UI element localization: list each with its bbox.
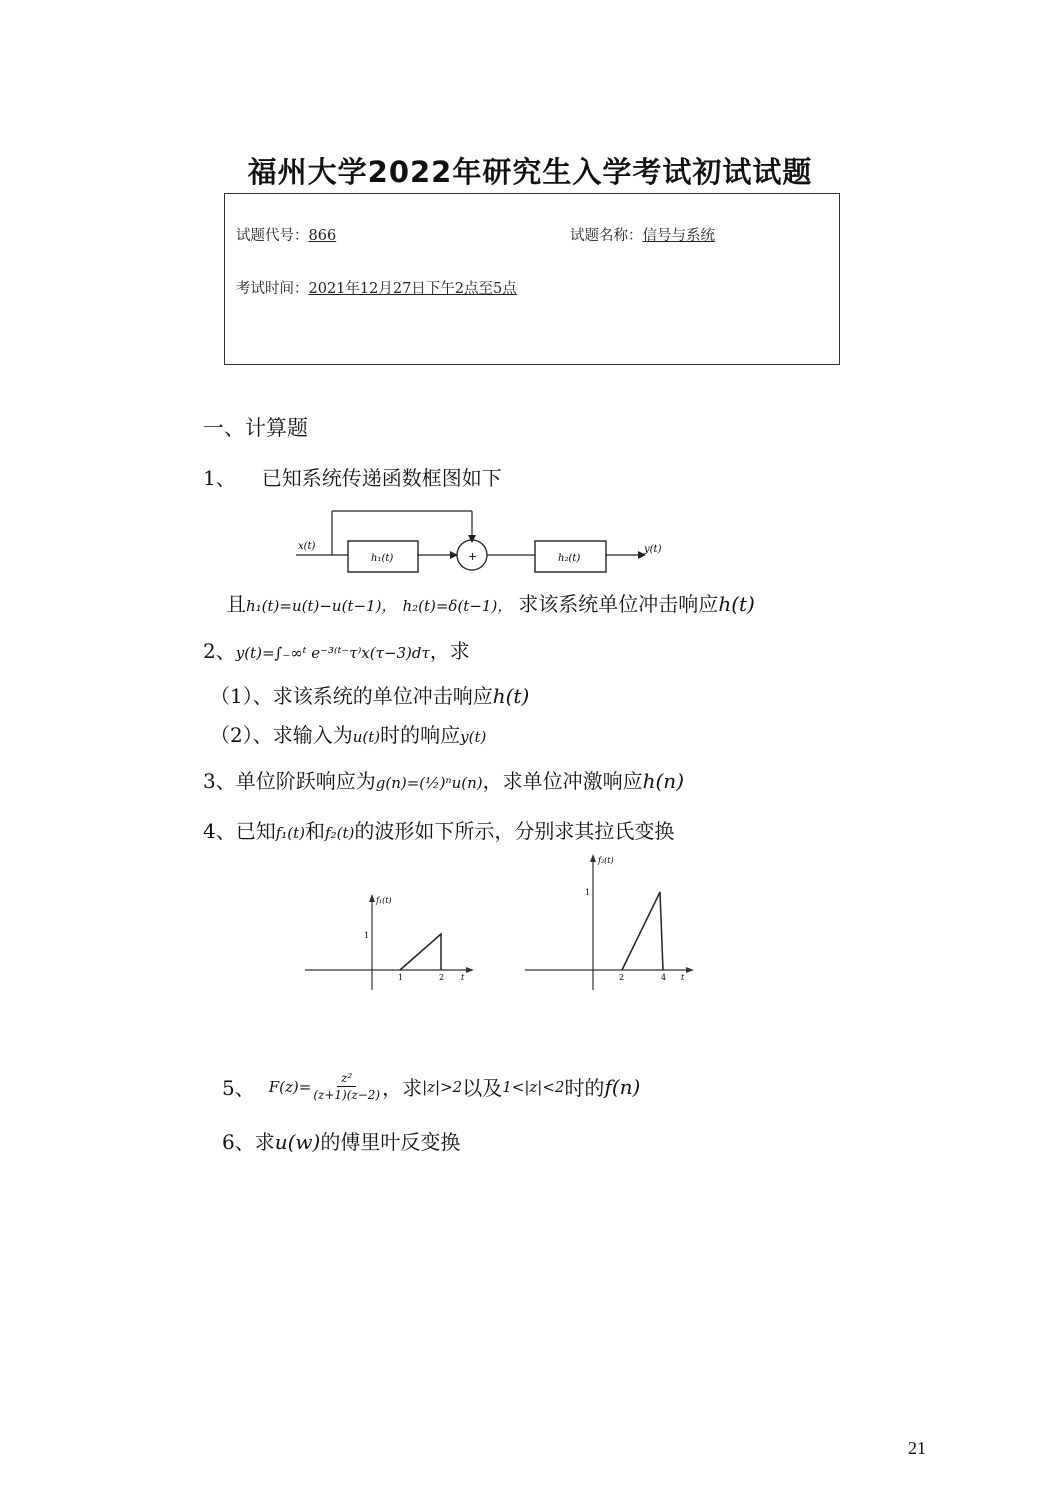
- q1-h2-def: h₂(t)=δ(t−1)，: [402, 597, 513, 615]
- f2-x-arrow: [686, 967, 694, 973]
- exam-subject: [570, 224, 715, 245]
- question-1: [203, 462, 502, 491]
- q5-denominator: (z+1)(z−2): [313, 1088, 381, 1102]
- question-6: [222, 1126, 460, 1155]
- graph-f2: [520, 850, 700, 995]
- q2-sub2-var1: u(t): [352, 728, 381, 746]
- q6-text2: 的傅里叶反变换: [320, 1130, 461, 1154]
- q5-fraction: [313, 1070, 380, 1103]
- question-4: [203, 815, 674, 844]
- f1-xlabel: t: [461, 973, 465, 982]
- f2-ytick: 1: [585, 888, 591, 897]
- question-2-number: 2、: [203, 639, 236, 663]
- adder-sign: +: [468, 550, 478, 563]
- arrow-into-adder-top: [468, 535, 476, 543]
- f2-xtick-2: 4: [661, 973, 667, 982]
- q6-text1: 求: [254, 1130, 275, 1154]
- exam-time-label: 考试时间：: [236, 281, 309, 297]
- question-3: [203, 765, 684, 794]
- q5-cond2: 1<|z|<2: [502, 1077, 565, 1096]
- q3-text1: 单位阶跃响应为: [235, 769, 376, 793]
- q5-text2: 以及: [462, 1076, 503, 1100]
- question-1-condition: [226, 588, 755, 617]
- diagram-input-label: x(t): [298, 541, 316, 552]
- q2-sub2-text: （2）、求输入为: [210, 723, 353, 747]
- question-1-text: 已知系统传递函数框图如下: [261, 466, 502, 490]
- f1-ytick: 1: [364, 931, 370, 940]
- q2-sub2-var2: y(t): [460, 728, 487, 746]
- exam-subject-label: 试题名称：: [570, 228, 643, 244]
- f1-waveform: [400, 934, 441, 970]
- q4-text3: 的波形如下所示，分别求其拉氏变换: [354, 819, 675, 843]
- f1-xtick-1: 1: [398, 973, 404, 982]
- diagram-output-label: y(t): [644, 544, 662, 555]
- exam-time-value: 2021年12月27日下午2点至5点: [308, 281, 517, 297]
- q4-text1: 已知: [235, 819, 276, 843]
- exam-code-label: 试题代号：: [236, 228, 309, 244]
- section-heading: 一、计算题: [203, 416, 308, 440]
- q5-cond1: |z|>2: [422, 1077, 463, 1096]
- q2-sub2-mid: 时的响应: [380, 723, 461, 747]
- exam-title: 福州大学2022年研究生入学考试初试试题: [247, 155, 813, 189]
- exam-code-value: 866: [308, 228, 337, 244]
- q2-sub1-var: h(t): [492, 684, 530, 708]
- page-number: 21: [908, 1438, 926, 1458]
- q1-ask: 求该系统单位冲击响应: [518, 592, 719, 616]
- q5-var: f(n): [604, 1074, 641, 1099]
- q2-sub1-text: （1）、求该系统的单位冲击响应: [210, 684, 493, 708]
- q2-tail: ，求: [429, 639, 470, 663]
- f2-xlabel: t: [681, 973, 685, 982]
- question-5-number: 5、: [222, 1076, 255, 1100]
- block-diagram: [292, 505, 672, 580]
- q5-numerator: z²: [337, 1070, 356, 1087]
- f1-ylabel: f₁(t): [376, 896, 392, 905]
- question-3-number: 3、: [203, 769, 236, 793]
- q5-text3: 时的: [564, 1076, 605, 1100]
- f2-ylabel: f₂(t): [598, 856, 614, 865]
- q1-ask-var: h(t): [718, 592, 755, 616]
- f2-y-arrow: [590, 854, 596, 862]
- block-h2-label: h₂(t): [558, 553, 581, 564]
- exam-subject-value: 信号与系统: [642, 228, 715, 244]
- question-4-number: 4、: [203, 819, 236, 843]
- question-2: [203, 635, 470, 664]
- q2-formula: y(t)=∫₋∞ᵗ e⁻³⁽ᵗ⁻τ⁾x(τ−3)dτ: [235, 644, 430, 662]
- q3-var: h(n): [642, 769, 684, 793]
- graph-f1: [300, 890, 480, 995]
- f2-waveform: [622, 892, 663, 970]
- q3-formula: g(n)=(½)ⁿu(n): [375, 774, 483, 792]
- f1-x-arrow: [466, 967, 474, 973]
- question-2-part-2: [210, 719, 486, 748]
- q4-var2: f₂(t): [325, 824, 355, 842]
- q4-var1: f₁(t): [275, 824, 306, 842]
- q3-text2: ，求单位冲激响应: [482, 769, 643, 793]
- question-5: [222, 1070, 640, 1103]
- question-6-number: 6、: [222, 1130, 255, 1154]
- q4-text2: 和: [305, 819, 326, 843]
- f1-xtick-2: 2: [439, 973, 445, 982]
- q6-var: u(w): [274, 1130, 321, 1154]
- block-h1-label: h₁(t): [371, 553, 394, 564]
- f1-y-arrow: [369, 894, 375, 902]
- question-1-number: 1、: [203, 466, 236, 490]
- q5-text1: ，求: [382, 1076, 423, 1100]
- q1-condition-prefix: 且: [226, 592, 246, 616]
- exam-code: [236, 224, 336, 245]
- q1-h1-def: h₁(t)=u(t)−u(t−1)，: [246, 597, 397, 615]
- question-2-part-1: [210, 680, 529, 709]
- exam-time: [236, 277, 517, 298]
- q5-formula-lhs: F(z)=: [268, 1077, 312, 1096]
- f2-xtick-1: 2: [619, 973, 625, 982]
